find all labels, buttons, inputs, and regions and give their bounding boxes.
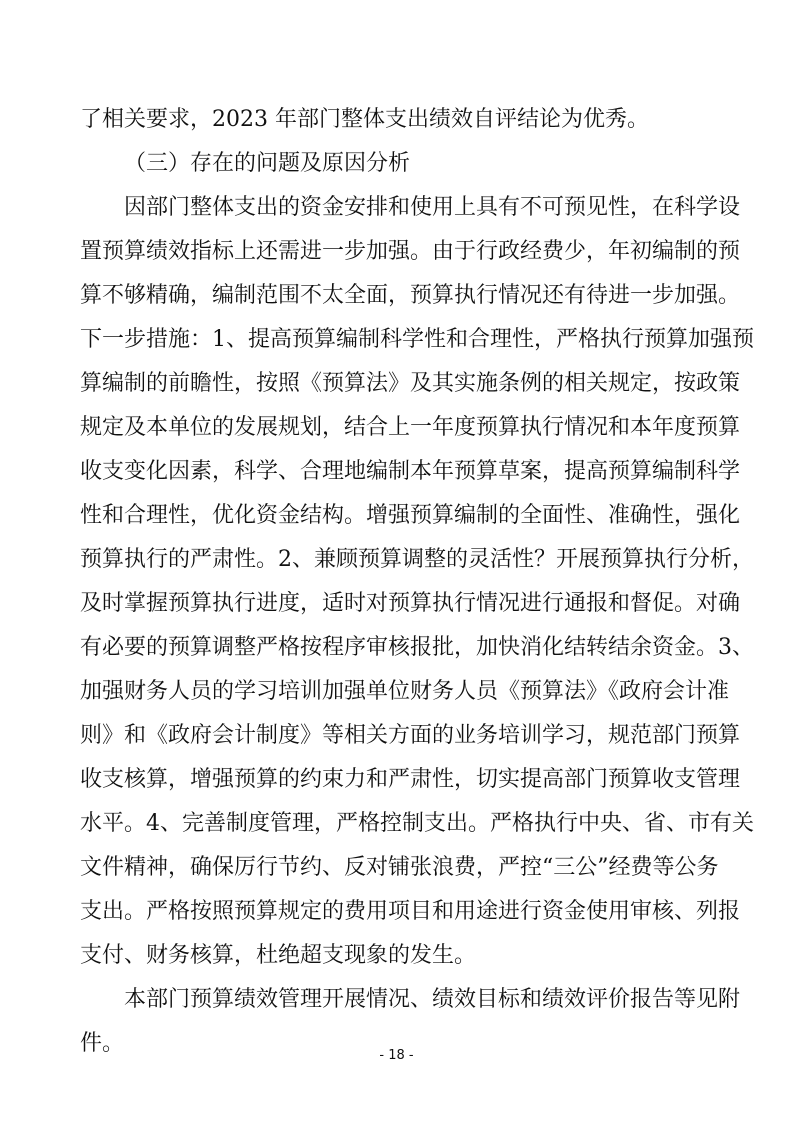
section-heading: （三）存在的问题及原因分析 xyxy=(124,151,411,176)
text-line: 因部门整体支出的资金安排和使用上具有不可预见性，在科学设 xyxy=(124,195,741,220)
text-line: 有必要的预算调整严格按程序审核报批，加快消化结转结余资金。3、 xyxy=(80,635,754,660)
text-line: 加强财务人员的学习培训加强单位财务人员《预算法》《政府会计准 xyxy=(80,679,730,704)
text-line: 下一步措施：1、提高预算编制科学性和合理性，严格执行预算加强预 xyxy=(80,327,754,352)
text-line: 收支变化因素，科学、合理地编制本年预算草案，提高预算编制科学 xyxy=(80,459,741,484)
text-line: 性和合理性，优化资金结构。增强预算编制的全面性、准确性，强化 xyxy=(80,503,741,528)
text-line: 文件精神，确保厉行节约、反对铺张浪费，严控“三公”经费等公务 xyxy=(80,855,719,880)
text-line: 支出。严格按照预算规定的费用项目和用途进行资金使用审核、列报 xyxy=(80,899,741,924)
text-line: 置预算绩效指标上还需进一步加强。由于行政经费少，年初编制的预 xyxy=(80,239,741,264)
text-line: 规定及本单位的发展规划，结合上一年度预算执行情况和本年度预算 xyxy=(80,415,741,440)
text-line: 预算执行的严肃性。2、兼顾预算调整的灵活性？开展预算执行分析， xyxy=(80,547,754,572)
text-line: 算不够精确，编制范围不太全面，预算执行情况还有待进一步加强。 xyxy=(80,283,741,308)
text-line-appendix-note: 本部门预算绩效管理开展情况、绩效目标和绩效评价报告等见附 xyxy=(124,987,741,1012)
text-line-conclusion: 了相关要求，2023 年部门整体支出绩效自评结论为优秀。 xyxy=(80,107,649,132)
text-line: 及时掌握预算执行进度，适时对预算执行情况进行通报和督促。对确 xyxy=(80,591,741,616)
text-line-appendix-end: 件。 xyxy=(80,1031,125,1056)
text-line: 收支核算，增强预算的约束力和严肃性，切实提高部门预算收支管理 xyxy=(80,767,741,792)
text-line: 算编制的前瞻性，按照《预算法》及其实施条例的相关规定，按政策 xyxy=(80,371,741,396)
text-line: 支付、财务核算，杜绝超支现象的发生。 xyxy=(80,943,477,968)
page-number: - 18 - xyxy=(379,1048,414,1063)
text-line: 水平。4、完善制度管理，严格控制支出。严格执行中央、省、市有关 xyxy=(80,811,754,836)
text-line: 则》和《政府会计制度》等相关方面的业务培训学习，规范部门预算 xyxy=(80,723,741,748)
